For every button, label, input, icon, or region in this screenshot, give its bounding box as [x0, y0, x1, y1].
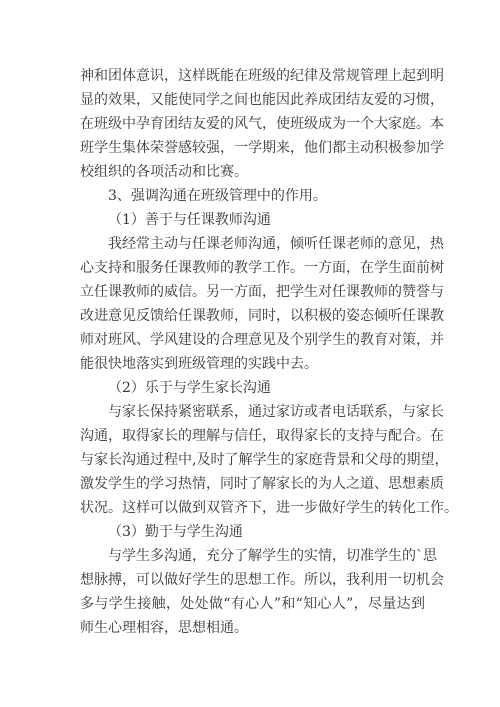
- subsection-heading: （1）善于与任课教师沟通: [108, 212, 271, 228]
- text-line: 改进意见反馈给任课教师，同时，以积极的姿态倾听任课教: [80, 308, 444, 324]
- text-line: 沟通，取得家长的理解与信任，取得家长的支持与配合。在: [80, 428, 444, 444]
- paragraph-first-line: 与家长保持紧密联系，通过家访或者电话联系，与家长: [108, 404, 444, 420]
- text-line: 状况。这样可以做到双管齐下，进一步做好学生的转化工作。: [80, 500, 458, 516]
- text-line: 师生心理相容，思想相通。: [80, 620, 248, 636]
- section-heading: 3、强调沟通在班级管理中的作用。: [108, 188, 327, 204]
- text-line: 在班级中孕育团结友爱的风气，使班级成为一个大家庭。本: [80, 116, 444, 132]
- text-line: 校组织的各项活动和比赛。: [80, 164, 248, 180]
- paragraph-first-line: 与学生多沟通，充分了解学生的实情，切准学生的`思: [108, 548, 437, 564]
- text-line: 显的效果，又能使同学之间也能因此养成团结友爱的习惯，: [80, 92, 444, 108]
- subsection-heading: （3）勤于与学生沟通: [108, 524, 243, 540]
- text-line: 立任课教师的威信。另一方面，把学生对任课教师的赞誉与: [80, 284, 444, 300]
- paragraph-first-line: 我经常主动与任课老师沟通，倾听任课老师的意见，热: [108, 236, 444, 252]
- subsection-heading: （2）乐于与学生家长沟通: [108, 380, 271, 396]
- text-line: 与家长沟通过程中,及时了解学生的家庭背景和父母的期望，: [80, 452, 449, 468]
- text-line: 班学生集体荣誉感较强，一学期来，他们都主动积极参加学: [80, 140, 444, 156]
- text-line: 想脉搏，可以做好学生的思想工作。所以，我利用一切机会: [80, 572, 444, 588]
- text-line: 心支持和服务任课教师的教学工作。一方面，在学生面前树: [80, 260, 444, 276]
- text-line: 能很快地落实到班级管理的实践中去。: [80, 356, 318, 372]
- text-line: 师对班风、学风建设的合理意见及个别学生的教育对策，并: [80, 332, 444, 348]
- text-line: 神和团体意识，这样既能在班级的纪律及常规管理上起到明: [80, 68, 444, 84]
- text-line: 多与学生接触，处处做“有心人”和“知心人”，尽量达到: [80, 596, 425, 612]
- text-line: 激发学生的学习热情，同时了解家长的为人之道、思想素质: [80, 476, 444, 492]
